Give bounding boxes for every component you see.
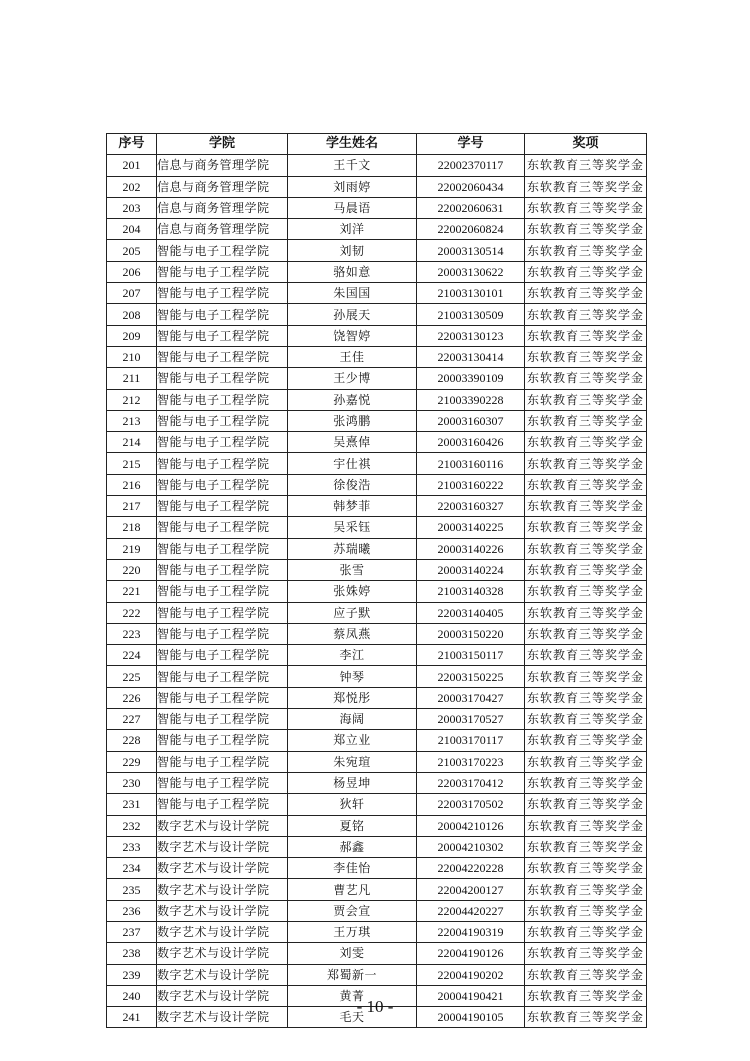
row-award: 东软教育三等奖学金: [525, 794, 647, 815]
row-student-name: 骆如意: [288, 261, 417, 282]
row-award: 东软教育三等奖学金: [525, 197, 647, 218]
row-student-id: 20004210126: [417, 815, 525, 836]
row-seq: 223: [107, 623, 157, 644]
table-row: [107, 346, 647, 367]
table-row: [107, 261, 647, 282]
row-college: 智能与电子工程学院: [157, 283, 288, 304]
table-row: [107, 559, 647, 580]
row-student-name: 王少博: [288, 368, 417, 389]
table-row: [107, 730, 647, 751]
row-award: 东软教育三等奖学金: [525, 666, 647, 687]
row-seq: 215: [107, 453, 157, 474]
row-student-name: 朱国国: [288, 283, 417, 304]
row-seq: 230: [107, 772, 157, 793]
row-award: 东软教育三等奖学金: [525, 602, 647, 623]
table-row: [107, 410, 647, 431]
row-student-name: 曹艺凡: [288, 879, 417, 900]
table-row: [107, 900, 647, 921]
row-college: 智能与电子工程学院: [157, 666, 288, 687]
row-student-id: 20003160426: [417, 432, 525, 453]
table-row: [107, 794, 647, 815]
row-student-name: 狄轩: [288, 794, 417, 815]
row-student-id: 22004220228: [417, 858, 525, 879]
row-student-name: 王佳: [288, 346, 417, 367]
row-award: 东软教育三等奖学金: [525, 559, 647, 580]
row-college: 智能与电子工程学院: [157, 751, 288, 772]
row-award: 东软教育三等奖学金: [525, 879, 647, 900]
row-student-name: 徐俊浩: [288, 474, 417, 495]
row-award: 东软教育三等奖学金: [525, 581, 647, 602]
table-row: [107, 623, 647, 644]
row-seq: 227: [107, 709, 157, 730]
row-award: 东软教育三等奖学金: [525, 474, 647, 495]
header-award: 奖项: [525, 134, 647, 155]
row-seq: 210: [107, 346, 157, 367]
row-college: 数字艺术与设计学院: [157, 836, 288, 857]
row-seq: 216: [107, 474, 157, 495]
row-student-id: 22002060824: [417, 219, 525, 240]
row-college: 智能与电子工程学院: [157, 410, 288, 431]
row-student-id: 21003390228: [417, 389, 525, 410]
row-college: 数字艺术与设计学院: [157, 943, 288, 964]
table-header-row: [107, 134, 647, 155]
row-student-id: 21003170117: [417, 730, 525, 751]
table-row: [107, 666, 647, 687]
row-student-id: 20004190105: [417, 1007, 525, 1028]
row-student-name: 海阔: [288, 709, 417, 730]
row-student-id: 21003130101: [417, 283, 525, 304]
row-seq: 214: [107, 432, 157, 453]
row-seq: 232: [107, 815, 157, 836]
row-student-id: 20003170527: [417, 709, 525, 730]
row-award: 东软教育三等奖学金: [525, 772, 647, 793]
row-seq: 220: [107, 559, 157, 580]
row-college: 智能与电子工程学院: [157, 602, 288, 623]
row-award: 东软教育三等奖学金: [525, 687, 647, 708]
row-award: 东软教育三等奖学金: [525, 815, 647, 836]
row-student-id: 20003170427: [417, 687, 525, 708]
row-student-name: 蔡凤燕: [288, 623, 417, 644]
row-seq: 218: [107, 517, 157, 538]
row-student-name: 孙嘉悦: [288, 389, 417, 410]
header-college: 学院: [157, 134, 288, 155]
row-student-name: 刘雨婷: [288, 176, 417, 197]
table-row: [107, 176, 647, 197]
row-award: 东软教育三等奖学金: [525, 900, 647, 921]
row-student-name: 张雪: [288, 559, 417, 580]
row-seq: 211: [107, 368, 157, 389]
table-row: [107, 432, 647, 453]
row-student-id: 20004190421: [417, 985, 525, 1006]
row-student-name: 刘雯: [288, 943, 417, 964]
row-student-id: 21003160222: [417, 474, 525, 495]
row-student-id: 22003150225: [417, 666, 525, 687]
row-student-id: 22002370117: [417, 155, 525, 176]
row-college: 智能与电子工程学院: [157, 240, 288, 261]
row-college: 数字艺术与设计学院: [157, 858, 288, 879]
row-college: 智能与电子工程学院: [157, 346, 288, 367]
table-row: [107, 602, 647, 623]
row-college: 智能与电子工程学院: [157, 453, 288, 474]
table-row: [107, 240, 647, 261]
row-award: 东软教育三等奖学金: [525, 261, 647, 282]
row-award: 东软教育三等奖学金: [525, 517, 647, 538]
row-student-id: 20003130622: [417, 261, 525, 282]
table-row: [107, 645, 647, 666]
table-row: [107, 517, 647, 538]
row-seq: 213: [107, 410, 157, 431]
row-award: 东软教育三等奖学金: [525, 1007, 647, 1028]
table-row: [107, 283, 647, 304]
row-seq: 217: [107, 496, 157, 517]
row-student-name: 贾会宣: [288, 900, 417, 921]
header-seq: 序号: [107, 134, 157, 155]
row-college: 数字艺术与设计学院: [157, 900, 288, 921]
row-student-name: 宇仕祺: [288, 453, 417, 474]
row-student-name: 钟琴: [288, 666, 417, 687]
row-seq: 202: [107, 176, 157, 197]
row-student-name: 郑蜀新一: [288, 964, 417, 985]
row-seq: 206: [107, 261, 157, 282]
table-row: [107, 836, 647, 857]
row-student-name: 吴熹倬: [288, 432, 417, 453]
row-student-id: 20003130514: [417, 240, 525, 261]
row-student-name: 马晨语: [288, 197, 417, 218]
row-award: 东软教育三等奖学金: [525, 432, 647, 453]
row-student-id: 22002060434: [417, 176, 525, 197]
row-seq: 204: [107, 219, 157, 240]
row-college: 智能与电子工程学院: [157, 730, 288, 751]
row-college: 智能与电子工程学院: [157, 559, 288, 580]
row-seq: 234: [107, 858, 157, 879]
row-student-id: 22004420227: [417, 900, 525, 921]
row-seq: 221: [107, 581, 157, 602]
table-row: [107, 453, 647, 474]
row-award: 东软教育三等奖学金: [525, 943, 647, 964]
page-number: - 10 -: [356, 997, 394, 1016]
row-student-id: 22003130414: [417, 346, 525, 367]
row-student-name: 黄菁: [288, 985, 417, 1006]
table-row: [107, 687, 647, 708]
row-student-id: 22003170502: [417, 794, 525, 815]
row-seq: 224: [107, 645, 157, 666]
row-college: 数字艺术与设计学院: [157, 921, 288, 942]
table-row: [107, 304, 647, 325]
row-award: 东软教育三等奖学金: [525, 346, 647, 367]
row-award: 东软教育三等奖学金: [525, 858, 647, 879]
table-row: [107, 538, 647, 559]
row-award: 东软教育三等奖学金: [525, 985, 647, 1006]
row-student-name: 吴采钰: [288, 517, 417, 538]
table-row: [107, 772, 647, 793]
row-college: 智能与电子工程学院: [157, 368, 288, 389]
row-student-id: 22002060631: [417, 197, 525, 218]
row-seq: 225: [107, 666, 157, 687]
table-row: [107, 815, 647, 836]
row-college: 智能与电子工程学院: [157, 538, 288, 559]
table-row: [107, 751, 647, 772]
row-student-id: 22004190126: [417, 943, 525, 964]
row-student-id: 21003170223: [417, 751, 525, 772]
row-student-id: 22004200127: [417, 879, 525, 900]
row-student-name: 刘洋: [288, 219, 417, 240]
row-student-name: 朱宛瑄: [288, 751, 417, 772]
row-seq: 222: [107, 602, 157, 623]
row-seq: 241: [107, 1007, 157, 1028]
award-table: [106, 133, 647, 1028]
table-row: [107, 389, 647, 410]
row-award: 东软教育三等奖学金: [525, 538, 647, 559]
row-seq: 229: [107, 751, 157, 772]
row-seq: 203: [107, 197, 157, 218]
table-row: [107, 709, 647, 730]
table-row: [107, 368, 647, 389]
row-student-id: 20003390109: [417, 368, 525, 389]
table-row: [107, 197, 647, 218]
row-seq: 237: [107, 921, 157, 942]
row-student-id: 22004190202: [417, 964, 525, 985]
row-college: 智能与电子工程学院: [157, 496, 288, 517]
row-student-name: 饶智婷: [288, 325, 417, 346]
row-student-name: 毛天: [288, 1007, 417, 1028]
row-student-name: 应子默: [288, 602, 417, 623]
row-college: 数字艺术与设计学院: [157, 815, 288, 836]
row-seq: 219: [107, 538, 157, 559]
row-seq: 209: [107, 325, 157, 346]
row-award: 东软教育三等奖学金: [525, 453, 647, 474]
row-college: 智能与电子工程学院: [157, 474, 288, 495]
row-award: 东软教育三等奖学金: [525, 964, 647, 985]
row-award: 东软教育三等奖学金: [525, 751, 647, 772]
row-seq: 231: [107, 794, 157, 815]
row-student-name: 杨昱坤: [288, 772, 417, 793]
row-student-name: 李江: [288, 645, 417, 666]
table-row: [107, 879, 647, 900]
row-seq: 239: [107, 964, 157, 985]
table-row: [107, 155, 647, 176]
row-award: 东软教育三等奖学金: [525, 709, 647, 730]
row-student-id: 20003140225: [417, 517, 525, 538]
row-award: 东软教育三等奖学金: [525, 921, 647, 942]
row-student-id: 22003140405: [417, 602, 525, 623]
row-award: 东软教育三等奖学金: [525, 240, 647, 261]
row-seq: 236: [107, 900, 157, 921]
row-college: 数字艺术与设计学院: [157, 985, 288, 1006]
row-student-name: 郑悦彤: [288, 687, 417, 708]
row-seq: 233: [107, 836, 157, 857]
row-seq: 226: [107, 687, 157, 708]
row-student-name: 张鸿鹏: [288, 410, 417, 431]
row-award: 东软教育三等奖学金: [525, 155, 647, 176]
table-row: [107, 325, 647, 346]
table-row: [107, 496, 647, 517]
row-college: 智能与电子工程学院: [157, 772, 288, 793]
row-seq: 205: [107, 240, 157, 261]
row-award: 东软教育三等奖学金: [525, 325, 647, 346]
row-college: 智能与电子工程学院: [157, 709, 288, 730]
row-award: 东软教育三等奖学金: [525, 219, 647, 240]
row-student-id: 20003160307: [417, 410, 525, 431]
row-student-name: 苏瑞曦: [288, 538, 417, 559]
row-student-name: 张姝婷: [288, 581, 417, 602]
row-student-id: 22003170412: [417, 772, 525, 793]
row-college: 信息与商务管理学院: [157, 155, 288, 176]
row-college: 智能与电子工程学院: [157, 687, 288, 708]
row-student-id: 22003160327: [417, 496, 525, 517]
row-award: 东软教育三等奖学金: [525, 496, 647, 517]
table-row: [107, 943, 647, 964]
row-award: 东软教育三等奖学金: [525, 623, 647, 644]
table-row: [107, 858, 647, 879]
row-award: 东软教育三等奖学金: [525, 836, 647, 857]
row-award: 东软教育三等奖学金: [525, 304, 647, 325]
row-student-id: 21003130509: [417, 304, 525, 325]
row-college: 智能与电子工程学院: [157, 581, 288, 602]
row-student-name: 王千文: [288, 155, 417, 176]
row-seq: 212: [107, 389, 157, 410]
row-student-name: 王万琪: [288, 921, 417, 942]
row-student-id: 22003130123: [417, 325, 525, 346]
row-award: 东软教育三等奖学金: [525, 283, 647, 304]
row-award: 东软教育三等奖学金: [525, 389, 647, 410]
row-college: 智能与电子工程学院: [157, 645, 288, 666]
row-college: 智能与电子工程学院: [157, 325, 288, 346]
row-college: 信息与商务管理学院: [157, 197, 288, 218]
row-college: 数字艺术与设计学院: [157, 1007, 288, 1028]
row-student-name: 郑立业: [288, 730, 417, 751]
row-college: 智能与电子工程学院: [157, 304, 288, 325]
row-seq: 228: [107, 730, 157, 751]
table-body: [107, 155, 647, 1028]
table-row: [107, 474, 647, 495]
row-student-name: 刘韧: [288, 240, 417, 261]
row-student-id: 21003150117: [417, 645, 525, 666]
row-college: 智能与电子工程学院: [157, 432, 288, 453]
row-student-name: 李佳怡: [288, 858, 417, 879]
row-college: 信息与商务管理学院: [157, 219, 288, 240]
table-row: [107, 219, 647, 240]
row-student-id: 21003140328: [417, 581, 525, 602]
row-student-name: 韩梦菲: [288, 496, 417, 517]
row-student-name: 孙展天: [288, 304, 417, 325]
row-college: 数字艺术与设计学院: [157, 879, 288, 900]
row-college: 智能与电子工程学院: [157, 389, 288, 410]
row-award: 东软教育三等奖学金: [525, 410, 647, 431]
row-college: 智能与电子工程学院: [157, 261, 288, 282]
row-college: 数字艺术与设计学院: [157, 964, 288, 985]
row-award: 东软教育三等奖学金: [525, 368, 647, 389]
row-college: 智能与电子工程学院: [157, 517, 288, 538]
row-college: 智能与电子工程学院: [157, 623, 288, 644]
row-seq: 207: [107, 283, 157, 304]
header-student-id: 学号: [417, 134, 525, 155]
row-student-name: 夏铭: [288, 815, 417, 836]
row-award: 东软教育三等奖学金: [525, 176, 647, 197]
table-row: [107, 921, 647, 942]
row-college: 信息与商务管理学院: [157, 176, 288, 197]
row-seq: 208: [107, 304, 157, 325]
row-seq: 238: [107, 943, 157, 964]
row-student-id: 20003140226: [417, 538, 525, 559]
row-student-id: 20003150220: [417, 623, 525, 644]
row-student-id: 21003160116: [417, 453, 525, 474]
row-award: 东软教育三等奖学金: [525, 645, 647, 666]
row-seq: 235: [107, 879, 157, 900]
row-student-id: 22004190319: [417, 921, 525, 942]
row-college: 智能与电子工程学院: [157, 794, 288, 815]
row-seq: 240: [107, 985, 157, 1006]
table-row: [107, 964, 647, 985]
row-award: 东软教育三等奖学金: [525, 730, 647, 751]
header-student-name: 学生姓名: [288, 134, 417, 155]
row-student-name: 郝鑫: [288, 836, 417, 857]
row-student-id: 20004210302: [417, 836, 525, 857]
row-seq: 201: [107, 155, 157, 176]
table-row: [107, 581, 647, 602]
row-student-id: 20003140224: [417, 559, 525, 580]
